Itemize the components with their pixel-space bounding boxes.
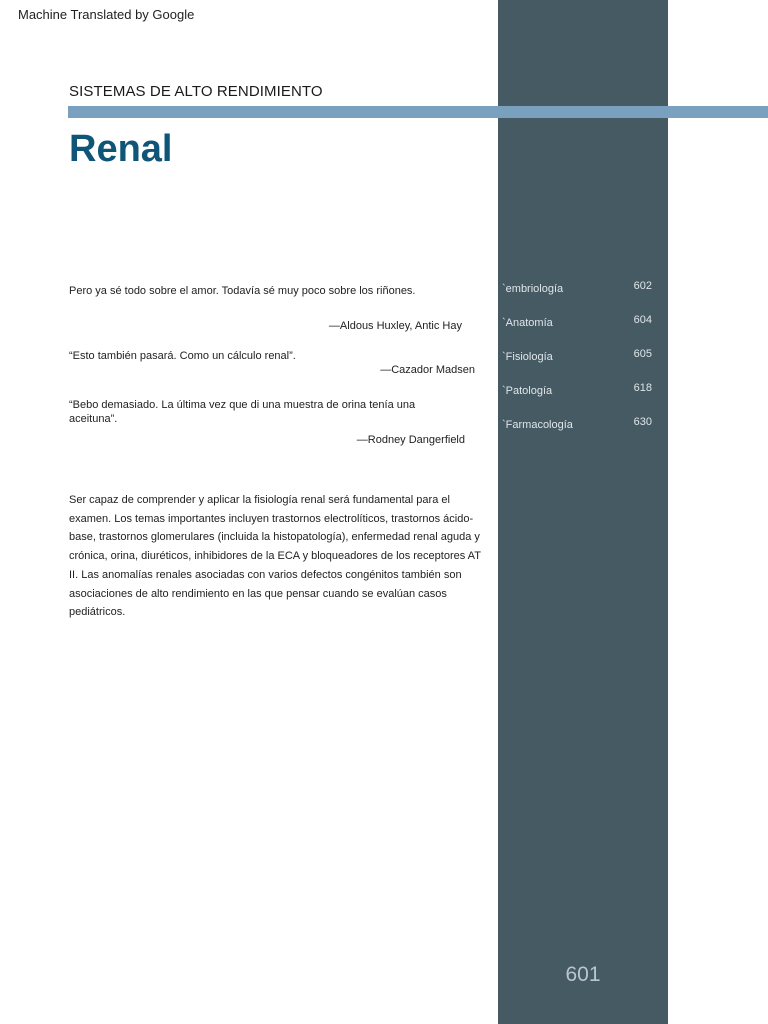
section-label: SISTEMAS DE ALTO RENDIMIENTO	[69, 83, 323, 100]
toc-item[interactable]	[502, 349, 652, 369]
intro-paragraph: Ser capaz de comprender y aplicar la fisiología renal será fundamental para el examen. Los temas importantes incluyen trastornos electrolíticos, trastornos ácido-base, trastornos glomerulares (incluida la histopatología), enfermedad renal aguda y crónica, orina, diuréticos, inhibidores de la ECA y bloqueadores de los receptores AT II. Las anomalías renales asociadas con varios defectos congénitos también son asociaciones de alto rendimiento en las que pensar cuando se evalúan casos pediátricos.	[69, 494, 481, 619]
toc-item[interactable]	[502, 281, 652, 301]
toc-item-label: `Anatomía	[502, 317, 553, 329]
chapter-title: Renal	[69, 128, 173, 170]
sidebar-panel	[498, 0, 668, 1024]
toc-item-label: `Patología	[502, 385, 553, 397]
machine-translated-label: Machine Translated by Google	[18, 7, 195, 22]
quote-author: —Aldous Huxley, Antic Hay	[328, 320, 462, 332]
toc-item-label: `Fisiología	[502, 351, 553, 363]
toc-item-page: 618	[633, 382, 652, 394]
toc-item-page: 605	[633, 348, 652, 360]
page-number: 601	[565, 963, 601, 986]
toc-item-page: 602	[633, 280, 652, 292]
header-rule	[68, 106, 768, 118]
toc-item[interactable]	[502, 417, 652, 437]
quote-text: Pero ya sé todo sobre el amor. Todavía sé muy poco sobre los riñones.	[69, 285, 416, 297]
quote-text: “Esto también pasará. Como un cálculo renal”.	[69, 350, 296, 362]
toc-item-label: `embriología	[502, 283, 564, 295]
quote-author: —Cazador Madsen	[380, 364, 475, 376]
toc-item-page: 604	[633, 314, 652, 326]
toc-item-label: `Farmacología	[502, 419, 573, 431]
toc-item-page: 630	[633, 416, 652, 428]
quote-text: “Bebo demasiado. La última vez que di una muestra de orina tenía una aceituna”.	[69, 399, 416, 425]
toc-item[interactable]	[502, 315, 652, 335]
quote-author: —Rodney Dangerfield	[356, 434, 465, 446]
toc-item[interactable]	[502, 383, 652, 403]
